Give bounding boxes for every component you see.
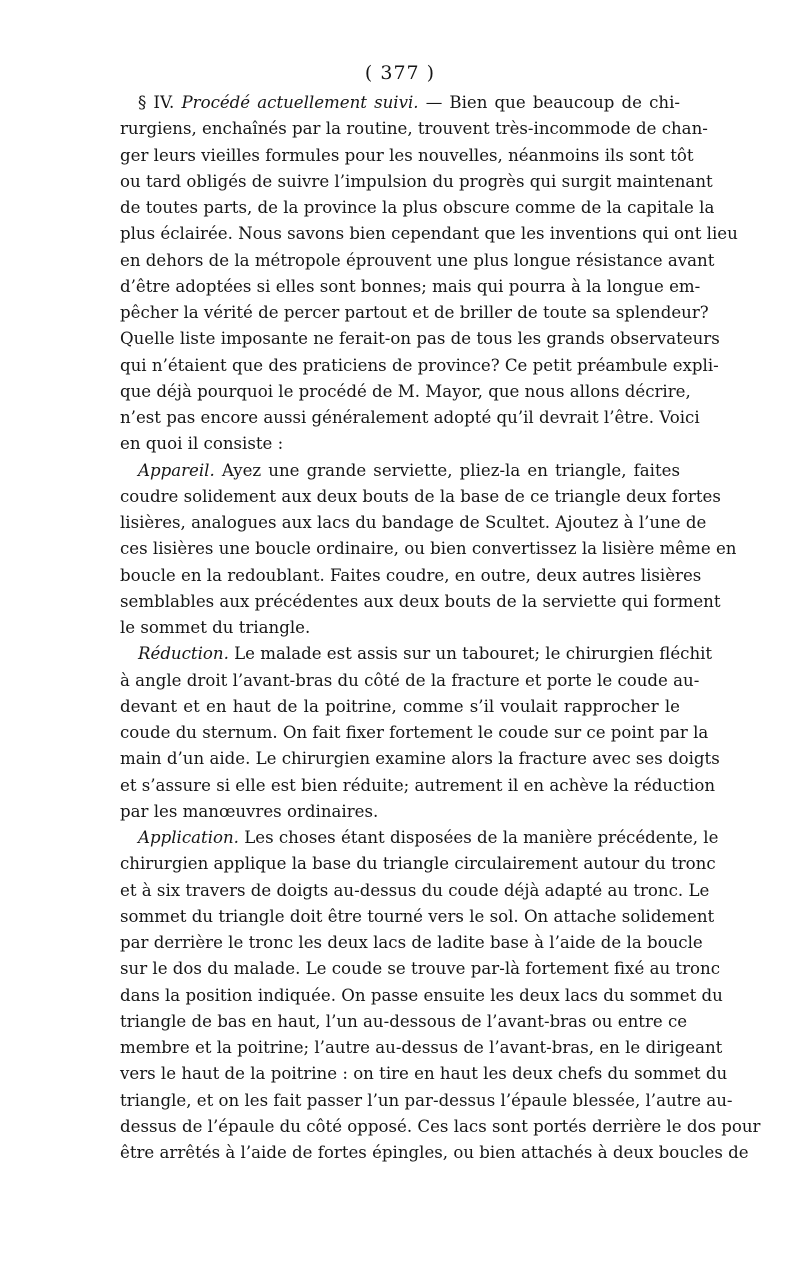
text-line: être arrêtés à l’aide de fortes épingles, ou bien attachés à deux boucles de [120, 1143, 749, 1162]
text-line: ger leurs vieilles formules pour les nouvelles, néanmoins ils sont tôt [120, 145, 694, 165]
text-line: semblables aux précédentes aux deux bouts de la serviette qui forment [120, 591, 721, 611]
text-line: et s’assure si elle est bien réduite; autrement il en achève la réduction [120, 775, 716, 795]
text-line: d’être adoptées si elles sont bonnes; mais qui pourra à la longue em- [120, 276, 701, 296]
text-line: sur le dos du malade. Le coude se trouve par-là fortement fixé au tronc [120, 959, 720, 979]
text-line: par les manœuvres ordinaires. [120, 801, 379, 821]
text-line: rurgiens, enchaînés par la routine, trouvent très-incommode de chan- [120, 119, 708, 139]
section-iv-title: Procédé actuellement suivi. [181, 93, 419, 112]
text-line: pêcher la vérité de percer partout et de briller de toute sa splendeur? [120, 303, 709, 322]
page-number: ( 377 ) [364, 62, 436, 84]
text-line: Le malade est assis sur un tabouret; le chirurgien fléchit [234, 644, 713, 664]
text-line: Ayez une grande serviette, pliez-la en triangle, faites [221, 460, 680, 480]
text-line: plus éclairée. Nous savons bien cependant que les inventions qui ont lieu [120, 224, 738, 244]
text-line: de toutes parts, de la province la plus obscure comme de la capitale la [120, 198, 715, 217]
section-iv-prefix: § IV. [138, 93, 175, 112]
text-line: qui n’étaient que des praticiens de province? Ce petit préambule expli- [120, 355, 719, 375]
text-line: main d’un aide. Le chirurgien examine alors la fracture avec ses doigts [120, 749, 720, 769]
text-line: ces lisières une boucle ordinaire, ou bien convertissez la lisière même en [120, 539, 737, 559]
text-line: membre et la poitrine; l’autre au-dessus de l’avant-bras, en le dirigeant [120, 1038, 723, 1057]
text-line: coudre solidement aux deux bouts de la base de ce triangle deux fortes [120, 486, 721, 506]
text-line: en quoi il consiste : [120, 434, 284, 454]
text-line: chirurgien applique la base du triangle circulairement autour du tronc [120, 854, 716, 874]
text-line: Les choses étant disposées de la manière précédente, le [244, 828, 719, 847]
text-line: n’est pas encore aussi généralement adopté qu’il devrait l’être. Voici [120, 408, 700, 427]
reduction-heading: Réduction. [138, 644, 229, 664]
text-line: sommet du triangle doit être tourné vers le sol. On attache solidement [120, 906, 715, 926]
text-line: dans la position indiquée. On passe ensuite les deux lacs du sommet du [120, 985, 723, 1005]
application-heading-line [120, 825, 719, 851]
application-heading: Application. [138, 828, 239, 847]
body-text [120, 90, 761, 1166]
text-line: dessus de l’épaule du côté opposé. Ces lacs sont portés derrière le dos pour [120, 1116, 761, 1136]
text-line: triangle de bas en haut, l’un au-dessous de l’avant-bras ou entre ce [120, 1011, 688, 1031]
text-line: vers le haut de la poitrine : on tire en haut les deux chefs du sommet du [120, 1064, 728, 1084]
appareil-heading: Appareil. [138, 460, 215, 480]
appareil-heading-line [120, 458, 680, 484]
text-line: triangle, et on les fait passer l’un par-dessus l’épaule blessée, l’autre au- [120, 1090, 733, 1110]
text-line: en dehors de la métropole éprouvent une plus longue résistance avant [120, 250, 715, 270]
text-line: à angle droit l’avant-bras du côté de la fracture et porte le coude au- [120, 670, 700, 690]
text-line: boucle en la redoublant. Faites coudre, en outre, deux autres lisières [120, 565, 702, 585]
text-line: lisières, analogues aux lacs du bandage de Scultet. Ajoutez à l’une de [120, 513, 707, 532]
text-line: par derrière le tronc les deux lacs de ladite base à l’aide de la boucle [120, 933, 703, 952]
text-line: le sommet du triangle. [120, 618, 311, 637]
reduction-heading-line [120, 641, 713, 667]
text-line: devant et en haut de la poitrine, comme s’il voulait rapprocher le [120, 696, 680, 716]
text-line: que déjà pourquoi le procédé de M. Mayor, que nous allons décrire, [120, 381, 691, 401]
text-line: — Bien que beaucoup de chi- [425, 93, 681, 112]
text-line: coude du sternum. On fait fixer fortement le coude sur ce point par la [120, 723, 709, 742]
text-line: ou tard obligés de suivre l’impulsion du progrès qui surgit maintenant [120, 171, 713, 191]
text-line: et à six travers de doigts au-dessus du coude déjà adapté au tronc. Le [120, 880, 710, 900]
text-line: Quelle liste imposante ne ferait-on pas de tous les grands observateurs [120, 329, 720, 349]
section-iv-heading-line [120, 90, 680, 116]
